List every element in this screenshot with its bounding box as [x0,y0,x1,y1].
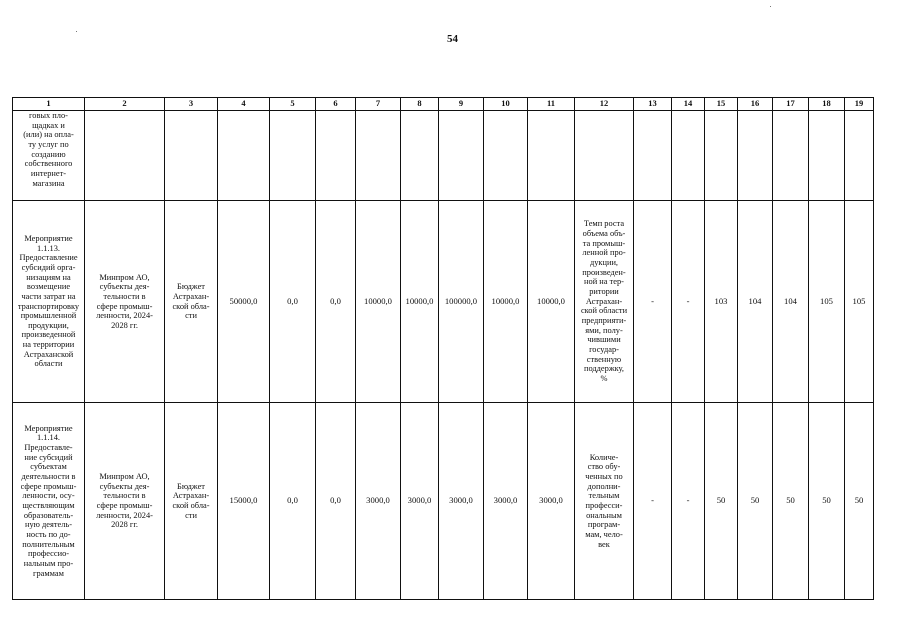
table-cell: 3000,0 [528,403,575,600]
table-cell: - [634,201,672,403]
table-cell: 50 [705,403,738,600]
table-cell [484,111,528,201]
table-cell: 0,0 [270,201,316,403]
table-cell [528,111,575,201]
column-number-16: 16 [738,98,773,111]
table-cell: Темп роста объема объ- та промыш- ленной про- дукции, произведен- ной на тер- ритории Астрахан- ской области предприяти- ями, полу- чившими государ- ственную поддержку, % [575,201,634,403]
table-cell: 10000,0 [401,201,439,403]
table-cell: 105 [809,201,845,403]
table-cell [738,111,773,201]
column-number-14: 14 [672,98,705,111]
column-number-15: 15 [705,98,738,111]
table-cell: 10000,0 [528,201,575,403]
table-cell: Бюджет Астрахан- ской обла- сти [165,201,218,403]
scan-speck [770,6,771,7]
table-cell: 103 [705,201,738,403]
table-cell [773,111,809,201]
table-cell: Бюджет Астрахан- ской обла- сти [165,403,218,600]
table-cell: 104 [773,201,809,403]
table-cell: 50 [738,403,773,600]
table-cell: Мероприятие 1.1.13. Предоставление субсидий орга- низациям на возмещение части затрат на транспортировку промышленной продукции, произведенной на территории Астраханской области [13,201,85,403]
table-cell: 3000,0 [484,403,528,600]
table-cell: 0,0 [316,201,356,403]
column-number-19: 19 [845,98,874,111]
table-cell: 0,0 [316,403,356,600]
column-number-8: 8 [401,98,439,111]
column-number-10: 10 [484,98,528,111]
column-number-13: 13 [634,98,672,111]
table-cell [575,111,634,201]
column-number-12: 12 [575,98,634,111]
table-cell: 15000,0 [218,403,270,600]
table-cell [845,111,874,201]
column-number-2: 2 [85,98,165,111]
table-cell: - [672,201,705,403]
scan-speck [76,31,77,32]
table-cell [672,111,705,201]
table-cell: 105 [845,201,874,403]
column-number-4: 4 [218,98,270,111]
table-cell: говых пло- щадках и (или) на опла- ту услуг по созданию собственного интернет- магазина [13,111,85,201]
column-number-1: 1 [13,98,85,111]
table-cell: 10000,0 [484,201,528,403]
column-number-3: 3 [165,98,218,111]
table-cell: 50 [773,403,809,600]
page-number: 54 [447,33,458,45]
table-cell: Минпром АО, субъекты дея- тельности в сфере промыш- ленности, 2024- 2028 гг. [85,403,165,600]
column-number-9: 9 [439,98,484,111]
table-cell: 50000,0 [218,201,270,403]
table-cell [809,111,845,201]
column-number-17: 17 [773,98,809,111]
column-number-5: 5 [270,98,316,111]
budget-table [12,97,874,600]
table-cell [401,111,439,201]
table-row [13,111,874,201]
table-row [13,201,874,403]
table-cell: - [634,403,672,600]
table-cell: Количе- ство обу- ченных по дополни- тельным професси- ональным програм- мам, чело- век [575,403,634,600]
table-cell: 3000,0 [401,403,439,600]
table-cell [218,111,270,201]
table-cell: 50 [845,403,874,600]
column-number-7: 7 [356,98,401,111]
column-number-6: 6 [316,98,356,111]
table-cell: 3000,0 [356,403,401,600]
table-cell: 100000,0 [439,201,484,403]
table-cell [705,111,738,201]
table-cell: - [672,403,705,600]
table-cell [316,111,356,201]
table-cell [439,111,484,201]
column-number-11: 11 [528,98,575,111]
header-row [13,98,874,111]
table-cell: 50 [809,403,845,600]
table-cell: Мероприятие 1.1.14. Предоставле- ние субсидий субъектам деятельности в сфере промыш- ленности, осу- ществляющим образователь- ную деятель- ность по до- полнительным профессио- нальным про- граммам [13,403,85,600]
table-cell: 104 [738,201,773,403]
table-cell: 3000,0 [439,403,484,600]
table-cell [165,111,218,201]
table-cell [85,111,165,201]
table-cell [270,111,316,201]
table-cell: 10000,0 [356,201,401,403]
table-cell: Минпром АО, субъекты дея- тельности в сфере промыш- ленности, 2024- 2028 гг. [85,201,165,403]
table-cell [634,111,672,201]
table-cell [356,111,401,201]
table-cell: 0,0 [270,403,316,600]
table-row [13,403,874,600]
column-number-18: 18 [809,98,845,111]
